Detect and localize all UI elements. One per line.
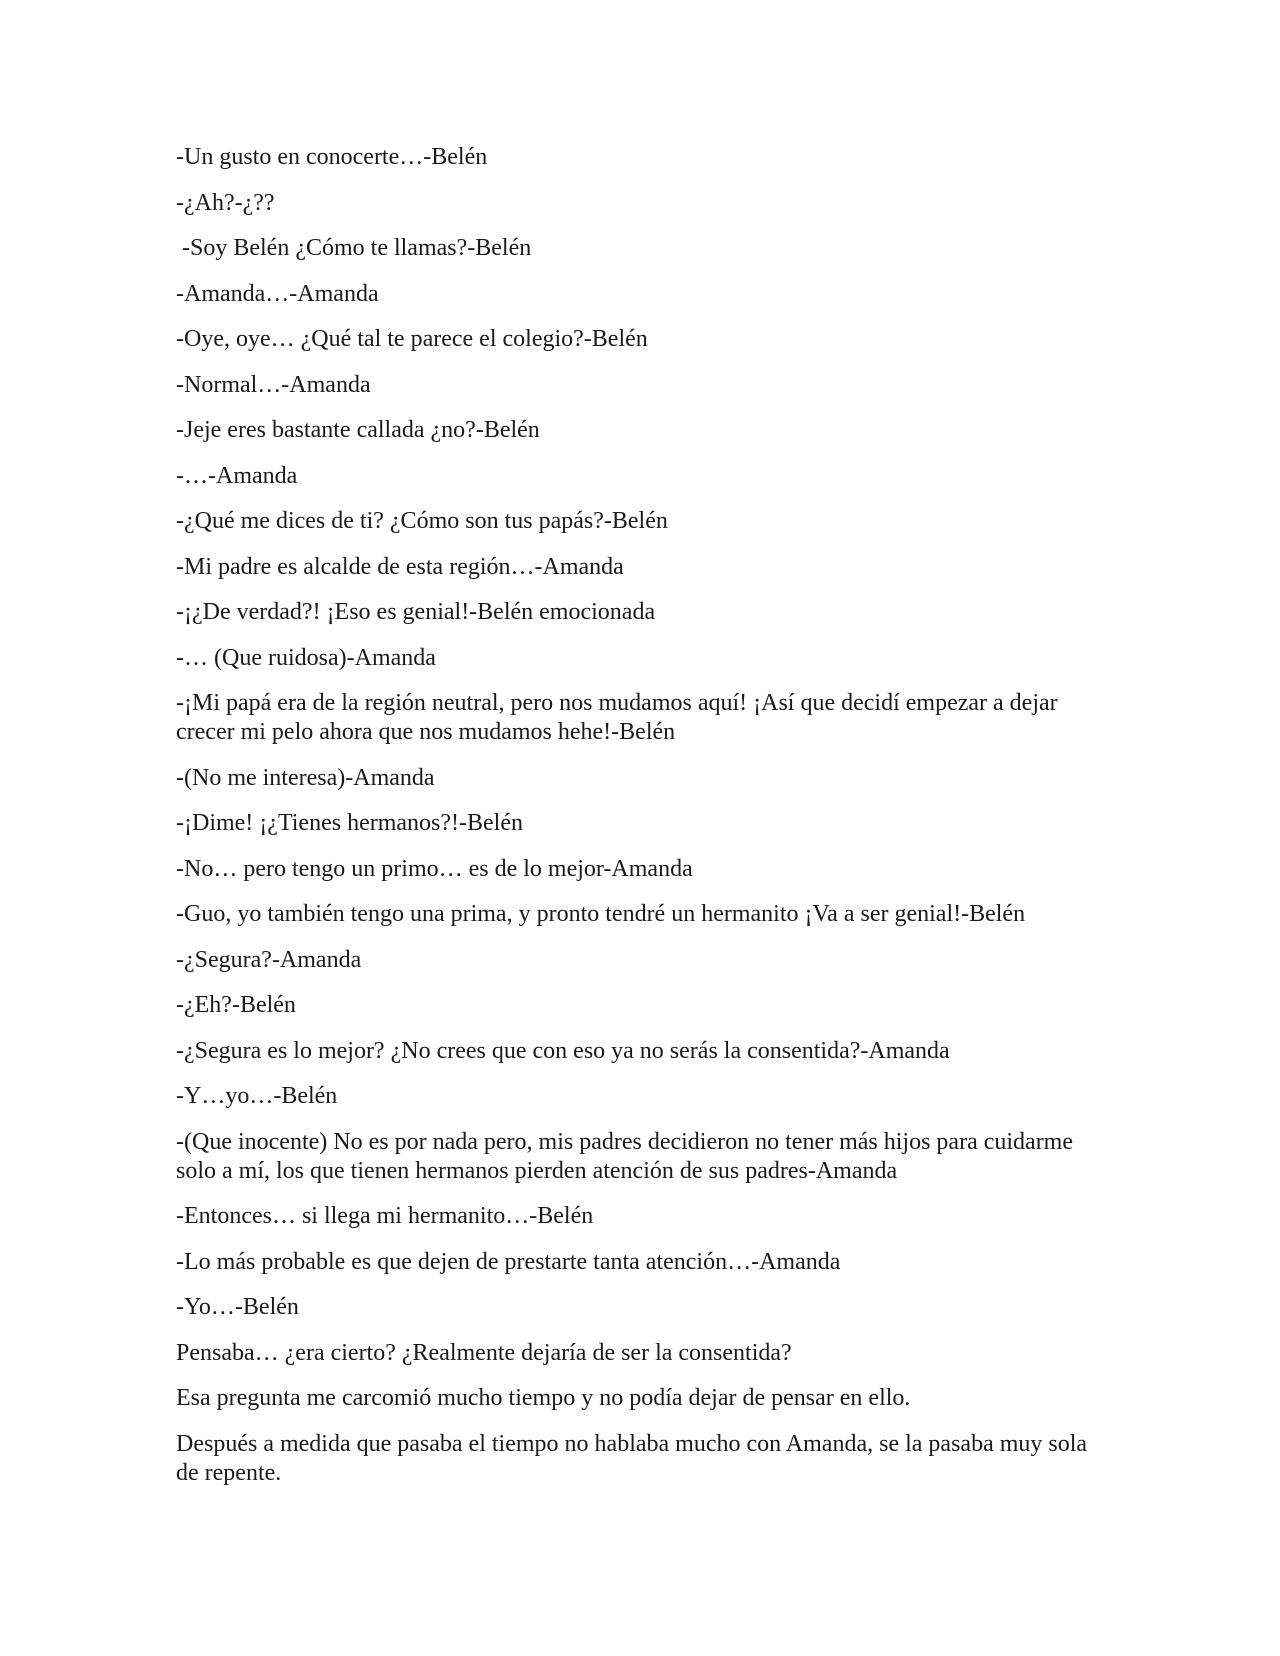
paragraph: Después a medida que pasaba el tiempo no hablaba mucho con Amanda, se la pasaba muy sola de repente. xyxy=(176,1430,1094,1486)
paragraph: -¡¿De verdad?! ¡Eso es genial!-Belén emocionada xyxy=(176,599,656,625)
paragraph: -¿Segura es lo mejor? ¿No crees que con eso ya no serás la consentida?-Amanda xyxy=(176,1037,950,1064)
paragraph: -No… pero tengo un primo… es de lo mejor-Amanda xyxy=(176,855,693,882)
paragraph: -Oye, oye… ¿Qué tal te parece el colegio?-Belén xyxy=(176,326,648,352)
paragraph: -Yo…-Belén xyxy=(176,1294,299,1320)
paragraph: -Amanda…-Amanda xyxy=(176,280,379,307)
paragraph: -Y…yo…-Belén xyxy=(176,1083,338,1109)
paragraph: -Lo más probable es que dejen de prestarte tanta atención…-Amanda xyxy=(176,1248,841,1275)
paragraph: -…-Amanda xyxy=(176,462,298,489)
paragraph: -Guo, yo también tengo una prima, y pronto tendré un hermanito ¡Va a ser genial!-Belén xyxy=(176,901,1026,927)
paragraph: -(Que inocente) No es por nada pero, mis padres decidieron no tener más hijos para cuidarme solo a mí, los que tienen hermanos pierden atención de sus padres-Amanda xyxy=(176,1128,1079,1184)
paragraph: -¿Eh?-Belén xyxy=(176,992,296,1018)
paragraph: -¿Segura?-Amanda xyxy=(176,946,362,973)
paragraph: Esa pregunta me carcomió mucho tiempo y no podía dejar de pensar en ello. xyxy=(176,1385,911,1411)
paragraph: -Mi padre es alcalde de esta región…-Amanda xyxy=(176,553,624,580)
paragraph: -Jeje eres bastante callada ¿no?-Belén xyxy=(176,417,540,443)
paragraph: -¿Qué me dices de ti? ¿Cómo son tus papás?-Belén xyxy=(176,508,668,534)
paragraph: Pensaba… ¿era cierto? ¿Realmente dejaría de ser la consentida? xyxy=(176,1339,792,1366)
paragraph: -¿Ah?-¿?? xyxy=(176,189,275,216)
paragraph: -Un gusto en conocerte…-Belén xyxy=(176,144,488,170)
paragraph: -Normal…-Amanda xyxy=(176,371,371,398)
paragraph: -¡Mi papá era de la región neutral, pero nos mudamos aquí! ¡Así que decidí empezar a dejar crecer mi pelo ahora que nos mudamos hehe!-Belén xyxy=(176,690,1064,745)
paragraph: -… (Que ruidosa)-Amanda xyxy=(176,644,436,671)
paragraph: -(No me interesa)-Amanda xyxy=(176,764,435,791)
paragraph: -Entonces… si llega mi hermanito…-Belén xyxy=(176,1203,594,1229)
paragraph: -Soy Belén ¿Cómo te llamas?-Belén xyxy=(176,235,532,261)
document-body xyxy=(176,143,1106,1504)
paragraph: -¡Dime! ¡¿Tienes hermanos?!-Belén xyxy=(176,810,523,836)
